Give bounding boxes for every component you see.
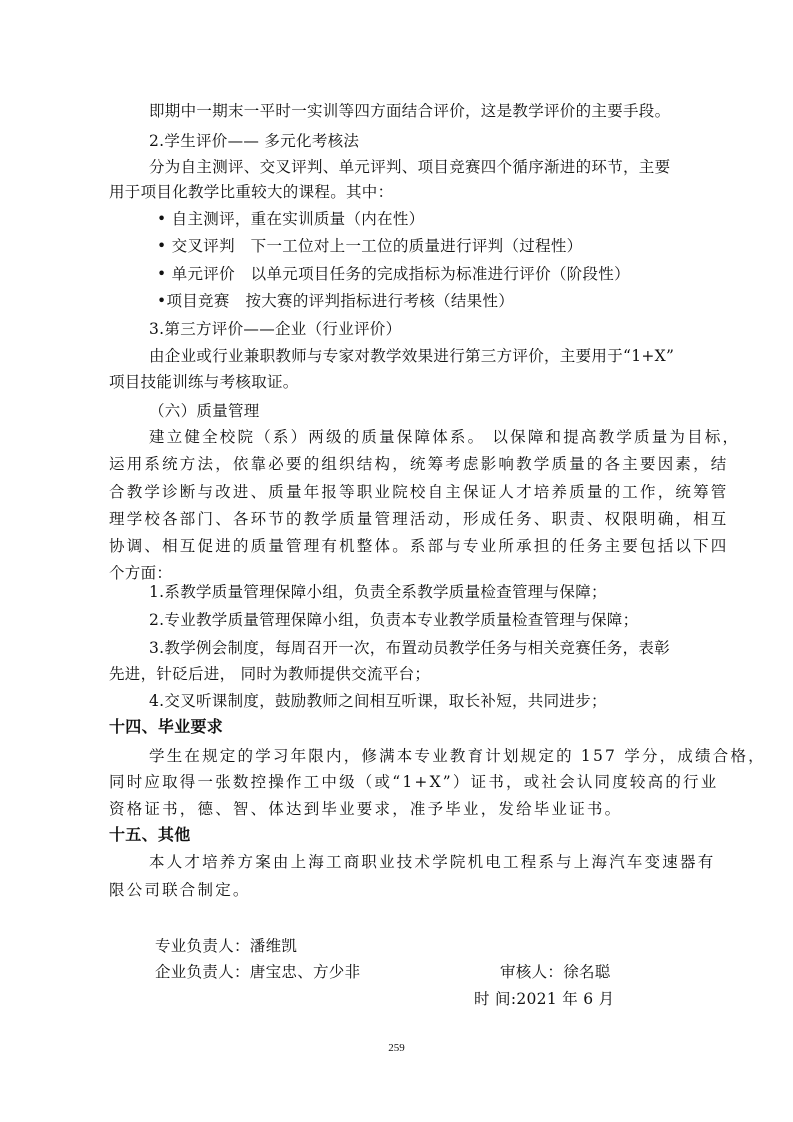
- paragraph-line: 限公司联合制定。: [109, 881, 251, 899]
- numbered-item: 1.系教学质量管理保障小组，负责全系教学质量检查管理与保障；: [149, 583, 607, 601]
- page-number: 259: [388, 1042, 405, 1054]
- paragraph-line: 学生在规定的学习年限内，修满本专业教育计划规定的 157 学分，成绩合格，: [149, 747, 766, 765]
- paragraph-line: 建立健全校院（系）两级的质量保障体系。 以保障和提高教学质量为目标，: [149, 428, 741, 446]
- bullet-item: • 单元评价 以单元项目任务的完成指标为标准进行评价（阶段性）: [157, 265, 630, 283]
- numbered-item: 2.专业教学质量管理保障小组，负责本专业教学质量检查管理与保障；: [149, 611, 639, 629]
- paragraph-line: 分为自主测评、交叉评判、单元评判、项目竞赛四个循序渐进的环节，主要: [149, 158, 671, 176]
- section-heading: 3.第三方评价——企业（行业评价）: [149, 320, 402, 338]
- paragraph-line: 个方面：: [109, 564, 173, 582]
- bullet-item: • 交叉评判 下一工位对上一工位的质量进行评判（过程性）: [157, 237, 583, 255]
- paragraph-line: 本人才培养方案由上海工商职业技术学院机电工程系与上海汽车变速器有: [149, 853, 716, 871]
- paragraph-line: 由企业或行业兼职教师与专家对教学效果进行第三方评价，主要用于“1+X”: [149, 347, 675, 365]
- numbered-item: 4.交叉听课制度，鼓励教师之间相互听课，取长补短，共同进步；: [149, 692, 607, 710]
- paragraph-line: 用于项目化教学比重较大的课程。其中：: [109, 183, 394, 201]
- paragraph-line: 运用系统方法，依靠必要的组织结构，统筹考虑影响教学质量的各主要因素，结: [109, 455, 729, 473]
- paragraph-line: 理学校各部门、各环节的教学质量管理活动，形成任务、职责、权限明确，相互: [109, 510, 729, 528]
- paragraph-line: 项目技能训练与考核取证。: [109, 373, 299, 391]
- paragraph-line: 资格证书，德、智、体达到毕业要求，准予毕业，发给毕业证书。: [109, 800, 623, 818]
- paragraph-line: 即期中一期末一平时一实训等四方面结合评价，这是教学评价的主要手段。: [149, 102, 671, 120]
- paragraph-line: 协调、相互促进的质量管理有机整体。系部与专业所承担的任务主要包括以下四: [109, 537, 729, 555]
- section-heading: （六）质量管理: [149, 402, 260, 420]
- date-line: 时 间:2021 年 6 月: [474, 990, 615, 1008]
- signature-line: 专业负责人：潘维凯: [155, 937, 298, 955]
- paragraph-line: 合教学诊断与改进、质量年报等职业院校自主保证人才培养质量的工作，统筹管: [109, 483, 729, 501]
- chapter-heading: 十四、毕业要求: [109, 717, 224, 736]
- paragraph-line: 先进，针砭后进， 同时为教师提供交流平台；: [109, 665, 431, 683]
- bullet-item: • 自主测评，重在实训质量（内在性）: [157, 210, 425, 228]
- signature-line: 企业负责人：唐宝忠、方少非: [155, 963, 361, 981]
- paragraph-line: 同时应取得一张数控操作工中级（或“1+X”）证书，或社会认同度较高的行业: [109, 773, 719, 791]
- chapter-heading: 十五、其他: [109, 825, 191, 844]
- signature-line: 审核人：徐名聪: [500, 963, 611, 981]
- numbered-item: 3.教学例会制度，每周召开一次，布置动员教学任务与相关竞赛任务，表彰: [149, 639, 670, 657]
- section-heading: 2.学生评价—— 多元化考核法: [149, 132, 360, 150]
- bullet-item: •项目竞赛 按大赛的评判指标进行考核（结果性）: [157, 292, 515, 310]
